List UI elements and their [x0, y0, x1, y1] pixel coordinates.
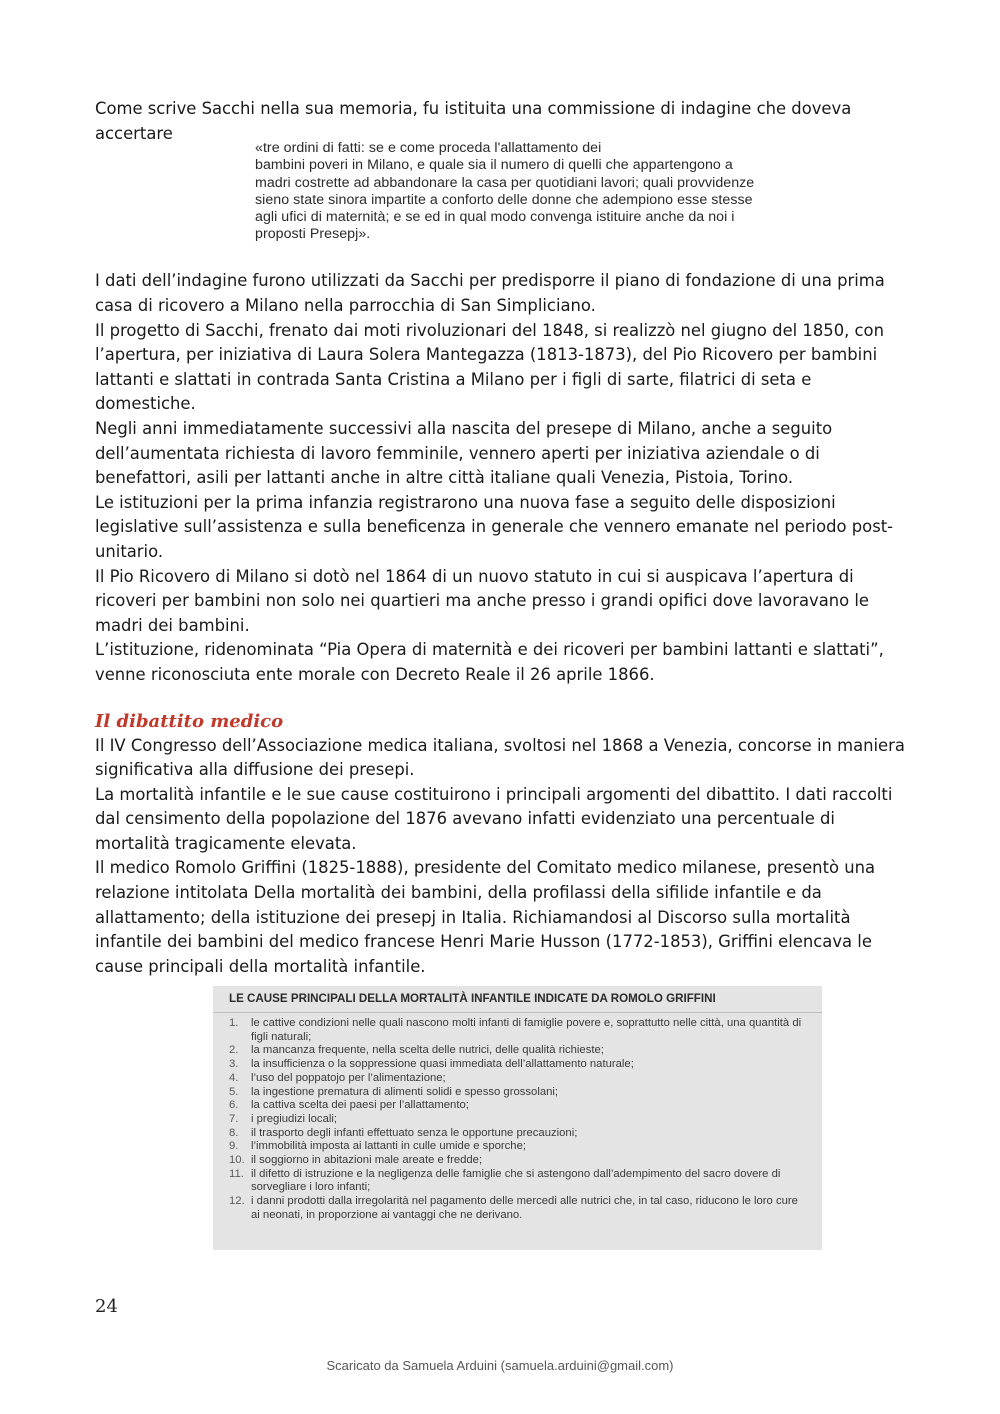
body-paragraph: Le istituzioni per la prima infanzia registrarono una nuova fase a seguito delle disposizioni legislative sull’assistenza e sulla beneficenza in generale che vennero emanate nel periodo post-unitario.	[95, 492, 894, 561]
page-body	[95, 97, 910, 979]
causes-list	[229, 1017, 806, 1223]
cause-item: 9. l’immobilità imposta ai lattanti in culle umide e sporche;	[229, 1140, 527, 1153]
quote-line: bambini poveri in Milano, e quale sia il numero di quelli che appartengono a	[255, 157, 733, 174]
quote-line: «tre ordini di fatti: se e come proceda l'allattamento dei	[255, 140, 602, 157]
cause-item: 4. l’uso del poppatojo per l’alimentazione;	[229, 1071, 446, 1084]
section-heading: Il dibattito medico	[95, 710, 284, 732]
cause-item: 6. la cattiva scelta dei paesi per l’allattamento;	[229, 1099, 469, 1112]
cause-item: 10. il soggiorno in abitazioni male areate e fredde;	[229, 1154, 483, 1167]
quote-line: madri costrette ad abbandonare la casa per quotidiani lavori; quali provvidenze	[255, 174, 755, 191]
intro-paragraph: Come scrive Sacchi nella sua memoria, fu istituita una commissione di indagine che doveva accertare	[95, 99, 852, 143]
quote-image	[255, 140, 835, 243]
cause-item: 5. la ingestione prematura di alimenti solidi e spesso grossolani;	[229, 1085, 559, 1098]
cause-item: 11. il difetto di istruzione e la negligenza delle famiglie che si astengono dall’adempimento del sacro dovere di sorvegliare i loro infanti;	[229, 1167, 781, 1194]
body-paragraph: L’istituzione, ridenominata “Pia Opera di maternità e dei ricoveri per bambini lattanti e slattati”, venne riconosciuta ente morale con Decreto Reale il 26 aprile 1866.	[95, 640, 884, 684]
cause-item: 1. le cattive condizioni nelle quali nascono molti infanti di famiglie povere e, soprattutto nelle città, una quantità di figli naturali;	[229, 1017, 802, 1043]
quote-line: agli ufici di maternità; e se ed in qual modo convenga istituire anche da noi i	[255, 209, 735, 225]
cause-item: 2. la mancanza frequente, nella scelta delle nutrici, delle qualità richieste;	[229, 1044, 604, 1057]
body-paragraph: Negli anni immediatamente successivi alla nascita del presepe di Milano, anche a seguito dell’aumentata richiesta di lavoro femminile, vennero aperti per iniziativa aziendale o di benefattori, asili per lattanti anche in altre città italiane quali Venezia, Pistoia, Torino.	[95, 418, 833, 488]
body-paragraph: Il Pio Ricovero di Milano si dotò nel 1864 di un nuovo statuto in cui si auspicava l’apertura di ricoveri per bambini non solo nei quartieri ma anche presso i grandi opifici dove lavoravano le madri dei bambini.	[95, 566, 870, 635]
section-paragraph: Il IV Congresso dell’Associazione medica italiana, svoltosi nel 1868 a Venezia, concorse in maniera significativa alla diffusione dei presepi.	[95, 735, 905, 780]
section-paragraph: Il medico Romolo Griffini (1825-1888), presidente del Comitato medico milanese, presentò una relazione intitolata Della mortalità dei bambini, della profilassi della sifilide infantile e da allattamento; della istituzione dei presepj in Italia. Richiamandosi al Discorso sulla mortalità infantile dei bambini del medico francese Henri Marie Husson (1772-1853), Griffini elencava le cause principali della mortalità infantile.	[95, 858, 876, 976]
cause-item: 7. i pregiudizi locali;	[229, 1112, 338, 1125]
causes-table-image	[213, 986, 822, 1250]
download-footer: Scaricato da Samuela Arduini (samuela.arduini@gmail.com)	[326, 1358, 674, 1373]
quote-line: proposti Presepj».	[255, 226, 371, 243]
body-paragraph: Il progetto di Sacchi, frenato dai moti rivoluzionari del 1848, si realizzò nel giugno del 1850, con l’apertura, per iniziativa di Laura Solera Mantegazza (1813-1873), del Pio Ricovero per bambini lattanti e slattati in contrada Santa Cristina a Milano per i figli di sarte, filatrici di seta e domestiche.	[95, 320, 884, 414]
quote-line: sieno state sinora impartite a conforto delle donne che adempiono esse stesse	[255, 191, 753, 208]
cause-item: 12. i danni prodotti dalla irregolarità nel pagamento delle mercedi alle nutrici che, in tal caso, riducono le loro cure ai neonati, in proporzione ai vantaggi che ne derivano.	[229, 1195, 798, 1221]
body-paragraph: I dati dell’indagine furono utilizzati da Sacchi per predisporre il piano di fondazione di una prima casa di ricovero a Milano nella parrocchia di San Simpliciano.	[95, 271, 885, 315]
page-number: 24	[95, 1296, 118, 1317]
cause-item: 3. la insufficienza o la soppressione quasi immediata dell’allattamento naturale;	[229, 1058, 634, 1071]
causes-table-title: LE CAUSE PRINCIPALI DELLA MORTALITÀ INFANTILE INDICATE DA ROMOLO GRIFFINI	[213, 990, 822, 1013]
section-paragraph: La mortalità infantile e le sue cause costituirono i principali argomenti del dibattito. I dati raccolti dal censimento della popolazione del 1876 avevano infatti evidenziato una percentuale di mortalità tragicamente elevata.	[95, 784, 893, 853]
cause-item: 8. il trasporto degli infanti effettuato senza le opportune precauzioni;	[229, 1126, 578, 1139]
